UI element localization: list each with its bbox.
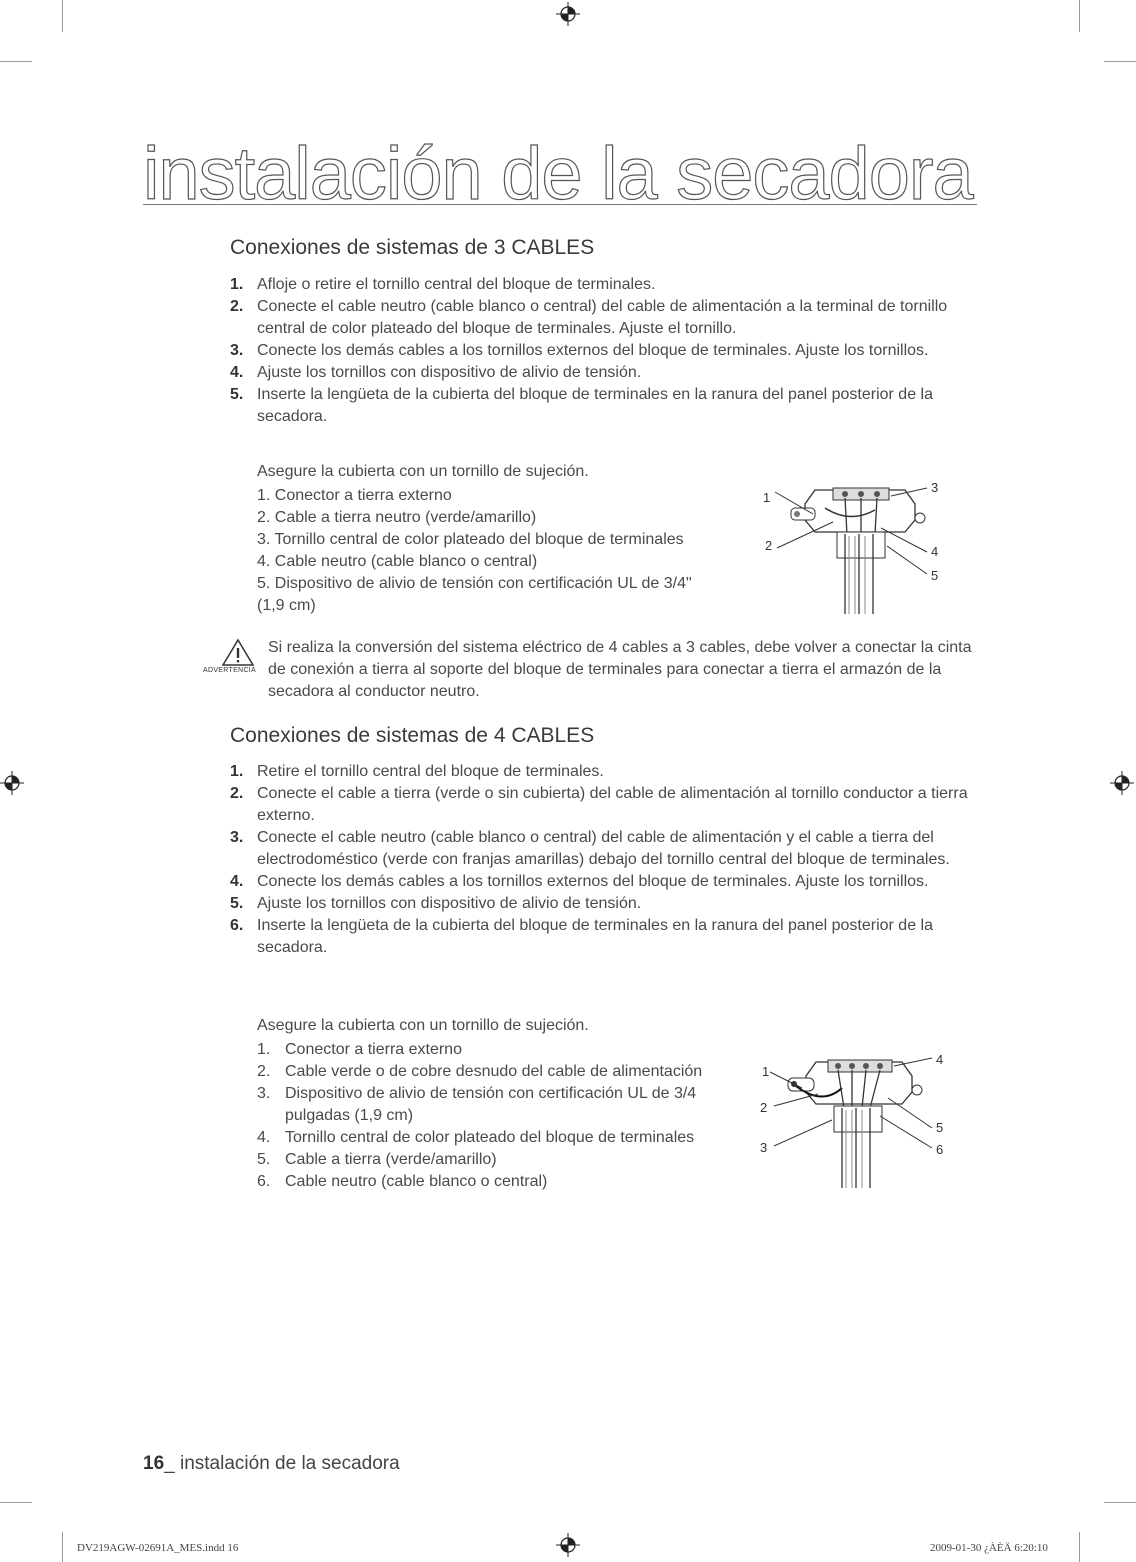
- terminal-block-diagram-4-cables: [752, 1048, 952, 1198]
- list-item: 4. Cable neutro (cable blanco o central): [257, 553, 538, 570]
- crop-mark: [1079, 1532, 1080, 1562]
- step-text: Conecte el cable neutro (cable blanco o central) del cable de alimentación y el cable a tierra del electrodoméstico (verde con franjas amarillas) debajo del tornillo central del bloque de terminales.: [257, 829, 950, 868]
- warning-label: ADVERTENCIA: [203, 667, 256, 674]
- list-item: [257, 1061, 712, 1083]
- terminal-block-diagram-3-cables: [755, 474, 955, 624]
- step-number: 3.: [230, 342, 244, 359]
- diagram-callout: 5: [931, 568, 939, 583]
- list-item: [230, 384, 975, 428]
- part-text: Tornillo central de color plateado del bloque de terminales: [285, 1129, 695, 1146]
- steps-list-4-cables: [230, 761, 975, 959]
- terminal-block-illustration: [755, 474, 955, 624]
- part-text: Cable neutro (cable blanco o central): [285, 1173, 548, 1190]
- diagram-callout: 2: [760, 1100, 768, 1115]
- list-item: [230, 761, 975, 783]
- list-item: [257, 1083, 712, 1127]
- step-text: Ajuste los tornillos con dispositivo de alivio de tensión.: [257, 364, 642, 381]
- secure-note: Asegure la cubierta con un tornillo de sujeción.: [257, 463, 589, 480]
- step-number: 4.: [230, 364, 244, 381]
- step-number: 2.: [230, 298, 244, 315]
- list-item: [257, 1039, 712, 1061]
- step-text: Ajuste los tornillos con dispositivo de alivio de tensión.: [257, 895, 642, 912]
- part-number: 1.: [257, 1041, 271, 1058]
- section-heading-3-cables: Conexiones de sistemas de 3 CABLES: [230, 236, 595, 259]
- list-item: [257, 1149, 712, 1171]
- list-item: [257, 1127, 712, 1149]
- part-text: Cable a tierra (verde/amarillo): [285, 1151, 497, 1168]
- step-number: 2.: [230, 785, 244, 802]
- parts-list-3-cables: [257, 485, 727, 617]
- steps-list-3-cables: [230, 274, 975, 428]
- diagram-callout: 4: [931, 544, 939, 559]
- diagram-callout: 3: [760, 1140, 768, 1155]
- page-number: 16: [143, 1453, 165, 1474]
- diagram-callout: 4: [936, 1052, 944, 1067]
- list-item: [230, 871, 975, 893]
- terminal-block-illustration: [752, 1048, 952, 1198]
- crop-mark: [0, 61, 32, 62]
- diagram-callout: 3: [931, 480, 939, 495]
- crop-mark: [1079, 0, 1080, 32]
- print-slug-right: 2009-01-30 ¿ÀÈÄ 6:20:10: [930, 1542, 1048, 1554]
- list-item: 1. Conector a tierra externo: [257, 487, 452, 504]
- diagram-callout: 1: [762, 1064, 770, 1079]
- step-text: Retire el tornillo central del bloque de terminales.: [257, 763, 604, 780]
- step-number: 5.: [230, 386, 244, 403]
- list-item: 5. Dispositivo de alivio de tensión con certificación UL de 3/4" (1,9 cm): [257, 575, 692, 614]
- secure-note: Asegure la cubierta con un tornillo de sujeción.: [257, 1017, 589, 1034]
- diagram-callout: 5: [936, 1120, 944, 1135]
- part-text: Dispositivo de alivio de tensión con certificación UL de 3/4 pulgadas (1,9 cm): [285, 1085, 697, 1124]
- part-number: 6.: [257, 1173, 271, 1190]
- part-number: 5.: [257, 1151, 271, 1168]
- step-number: 1.: [230, 763, 244, 780]
- list-item: [230, 915, 975, 959]
- section-heading-4-cables: Conexiones de sistemas de 4 CABLES: [230, 724, 595, 747]
- diagram-callout: 6: [936, 1142, 944, 1157]
- part-number: 3.: [257, 1085, 271, 1102]
- step-text: Conecte el cable a tierra (verde o sin cubierta) del cable de alimentación al tornillo conductor a tierra externo.: [257, 785, 968, 824]
- part-text: Cable verde o de cobre desnudo del cable de alimentación: [285, 1063, 703, 1080]
- step-text: Inserte la lengüeta de la cubierta del bloque de terminales en la ranura del panel posterior de la secadora.: [257, 917, 933, 956]
- part-number: 2.: [257, 1063, 271, 1080]
- list-item: [230, 274, 975, 296]
- list-item: 3. Tornillo central de color plateado del bloque de terminales: [257, 531, 684, 548]
- step-number: 1.: [230, 276, 244, 293]
- page-footer: [143, 1453, 400, 1475]
- crop-mark: [62, 1532, 63, 1562]
- print-slug-left: DV219AGW-02691A_MES.indd 16: [77, 1542, 239, 1554]
- page-title-text: instalación de la secadora: [143, 132, 973, 215]
- list-item: [230, 362, 975, 384]
- list-item: 2. Cable a tierra neutro (verde/amarillo): [257, 509, 537, 526]
- step-number: 3.: [230, 829, 244, 846]
- registration-mark-icon: [556, 2, 580, 26]
- step-number: 4.: [230, 873, 244, 890]
- step-text: Conecte los demás cables a los tornillos externos del bloque de terminales. Ajuste los tornillos.: [257, 873, 929, 890]
- step-number: 6.: [230, 917, 244, 934]
- registration-mark-icon: [556, 1533, 580, 1557]
- footer-title: _ instalación de la secadora: [164, 1453, 400, 1474]
- registration-mark-icon: [1110, 771, 1134, 795]
- page-title: [143, 126, 977, 215]
- list-item: [230, 783, 975, 827]
- list-item: [257, 1171, 712, 1193]
- diagram-callout: 2: [765, 538, 773, 553]
- part-number: 4.: [257, 1129, 271, 1146]
- list-item: [230, 340, 975, 362]
- crop-mark: [1104, 61, 1136, 62]
- diagram-callout: 1: [763, 490, 771, 505]
- registration-mark-icon: [0, 771, 24, 795]
- list-item: [230, 827, 975, 871]
- list-item: [230, 893, 975, 915]
- crop-mark: [1104, 1502, 1136, 1503]
- warning-text: Si realiza la conversión del sistema eléctrico de 4 cables a 3 cables, debe volver a conectar la cinta de conexión a tierra al soporte del bloque de terminales para conectar a tierra el armazón de la secadora al conductor neutro.: [268, 639, 972, 700]
- crop-mark: [0, 1502, 32, 1503]
- step-text: Afloje o retire el tornillo central del bloque de terminales.: [257, 276, 656, 293]
- parts-list-4-cables: [257, 1039, 712, 1193]
- part-text: Conector a tierra externo: [285, 1041, 462, 1058]
- step-number: 5.: [230, 895, 244, 912]
- crop-mark: [62, 0, 63, 32]
- step-text: Conecte los demás cables a los tornillos externos del bloque de terminales. Ajuste los tornillos.: [257, 342, 929, 359]
- list-item: [230, 296, 975, 340]
- step-text: Inserte la lengüeta de la cubierta del bloque de terminales en la ranura del panel posterior de la secadora.: [257, 386, 933, 425]
- step-text: Conecte el cable neutro (cable blanco o central) del cable de alimentación a la terminal de tornillo central de color plateado del bloque de terminales. Ajuste el tornillo.: [257, 298, 948, 337]
